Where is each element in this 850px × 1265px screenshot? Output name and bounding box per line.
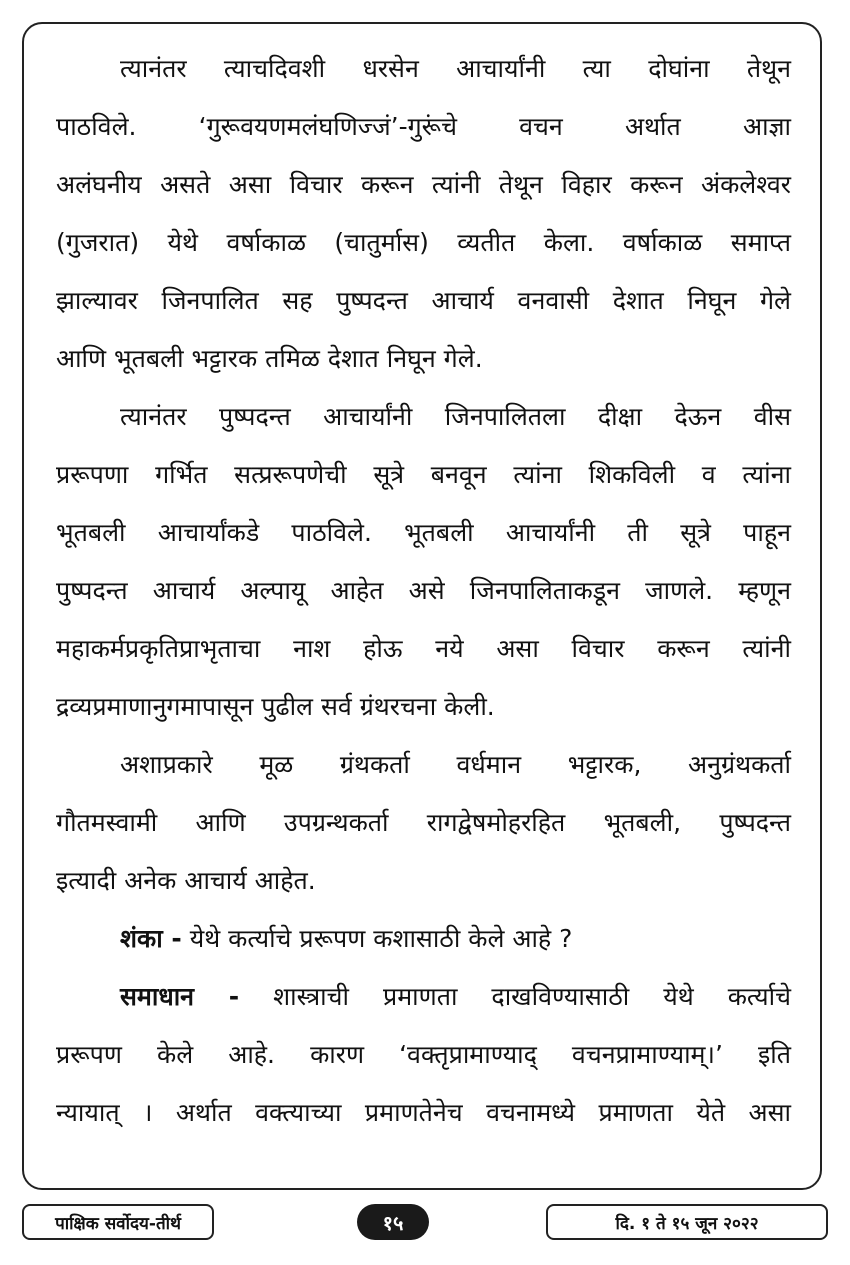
text-line: भूतबली आचार्यांकडे पाठविले. भूतबली आचार्यांनी ती सूत्रे पाहून — [56, 518, 791, 547]
text-line: प्ररूपणा गर्भित सत्प्ररूपणेची सूत्रे बनवून त्यांना शिकविली व त्यांना — [56, 460, 791, 489]
answer-line-1 — [56, 968, 791, 1026]
paragraph-3 — [56, 736, 791, 910]
magazine-name: पाक्षिक सर्वोदय-तीर्थ — [22, 1204, 214, 1240]
question-label: शंका - — [120, 924, 182, 953]
issue-date: दि. १ ते १५ जून २०२२ — [546, 1204, 828, 1240]
question-paragraph — [56, 910, 791, 968]
text-line: इत्यादी अनेक आचार्य आहेत. — [56, 866, 316, 895]
text-line: पुष्पदन्त आचार्य अल्पायू आहेत असे जिनपालिताकडून जाणले. म्हणून — [56, 576, 791, 605]
text-line: (गुजरात) येथे वर्षाकाळ (चातुर्मास) व्यतीत केला. वर्षाकाळ समाप्त — [56, 228, 791, 257]
text-line: आणि भूतबली भट्टारक तमिळ देशात निघून गेले. — [56, 344, 483, 373]
paragraph-1 — [56, 40, 791, 388]
text-line: अलंघनीय असते असा विचार करून त्यांनी तेथून विहार करून अंकलेश्वर — [56, 170, 791, 199]
text-line: त्यानंतर त्याचदिवशी धरसेन आचार्यांनी त्या दोघांना तेथून — [120, 54, 791, 83]
text-line: त्यानंतर पुष्पदन्त आचार्यांनी जिनपालितला दीक्षा देऊन वीस — [120, 402, 791, 431]
paragraph-2 — [56, 388, 791, 736]
text-line: झाल्यावर जिनपालित सह पुष्पदन्त आचार्य वनवासी देशात निघून गेले — [56, 286, 791, 315]
text-line: महाकर्मप्रकृतिप्राभृताचा नाश होऊ नये असा विचार करून त्यांनी — [56, 634, 791, 663]
text-line: प्ररूपण केले आहे. कारण ‘वक्तृप्रामाण्याद् वचनप्रामाण्याम्।’ इति — [56, 1040, 791, 1069]
text-line: न्यायात् । अर्थात वक्त्याच्या प्रमाणतेनेच वचनामध्ये प्रमाणता येते असा — [56, 1098, 791, 1127]
answer-text: शास्त्राची प्रमाणता दाखविण्यासाठी येथे कर्त्याचे — [239, 982, 791, 1011]
answer-paragraph — [56, 968, 791, 1142]
text-line: अशाप्रकारे मूळ ग्रंथकर्ता वर्धमान भट्टारक, अनुग्रंथकर्ता — [120, 750, 791, 779]
body-text — [56, 40, 791, 1142]
page-number: १५ — [357, 1204, 429, 1240]
text-line: द्रव्यप्रमाणानुगमापासून पुढील सर्व ग्रंथरचना केली. — [56, 692, 495, 721]
question-text: येथे कर्त्याचे प्ररूपण कशासाठी केले आहे ? — [181, 924, 573, 953]
answer-label: समाधान - — [120, 982, 240, 1011]
text-line: गौतमस्वामी आणि उपग्रन्थकर्ता रागद्वेषमोहरहित भूतबली, पुष्पदन्त — [56, 808, 791, 837]
text-line: पाठविले. ‘गुरूवयणमलंघणिज्जं’-गुरूंचे वचन अर्थात आज्ञा — [56, 112, 791, 141]
